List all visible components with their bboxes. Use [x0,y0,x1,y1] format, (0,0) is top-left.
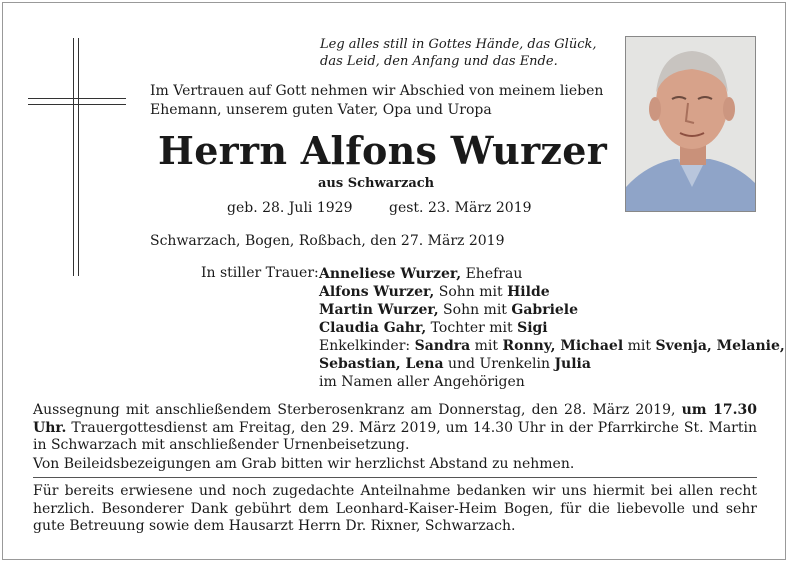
quote-line-1: Leg alles still in Gottes Hände, das Glück, [320,37,597,52]
place-date: Schwarzach, Bogen, Roßbach, den 27. März 2019 [150,233,505,249]
quote-line-2: das Leid, den Anfang und das Ende. [320,54,558,69]
death-date: gest. 23. März 2019 [389,200,532,216]
mourner-line: Claudia Gahr, Tochter mit Sigi [319,320,548,336]
thanks-text: Für bereits erwiesene und noch zugedachte Anteilnahme bedanken wir uns hiermit bei allen recht herzlich. Besonderer Dank gebührt dem Leonhard-Kaiser-Heim Bogen, für die liebevolle und sehr gute Betreuung sowie dem Hausarzt Herrn Dr. Rixner, Schwarzach. [33,483,757,534]
intro-line-2: Ehemann, unserem guten Vater, Opa und Uropa [150,102,492,118]
mourner-line: Alfons Wurzer, Sohn mit Hilde [319,284,550,300]
mourner-line: Martin Wurzer, Sohn mit Gabriele [319,302,579,318]
intro-line-1: Im Vertrauen auf Gott nehmen wir Abschied von meinem lieben [150,83,604,99]
mourner-line: Sebastian, Lena und Urenkelin Julia [319,356,591,372]
intro-text [150,82,603,120]
mourners-label: In stiller Trauer: [201,265,319,281]
service-details: Aussegnung mit anschließendem Sterberosenkranz am Donnerstag, den 28. März 2019, um 17.30 Uhr. Trauergottesdienst am Freitag, den 29. März 2019, um 14.30 Uhr in der Pfarrkirche St. Martin in Schwarzach mit anschließender Urnenbeisetzung. [33,402,757,453]
portrait-photo [625,36,756,212]
birth-date: geb. 28. Juli 1929 [227,200,353,216]
mourner-line: Anneliese Wurzer, Ehefrau [319,266,523,282]
condolence-note: Von Beileidsbezeigungen am Grab bitten wir herzlichst Abstand zu nehmen. [33,456,575,472]
mourners-list [319,265,785,391]
bible-quote [320,36,597,70]
divider [33,477,757,478]
mourner-line: Enkelkinder: Sandra mit Ronny, Michael mit Svenja, Melanie, [319,338,785,354]
deceased-origin: aus Schwarzach [318,176,435,191]
mourner-line: im Namen aller Angehörigen [319,374,525,390]
deceased-name: Herrn Alfons Wurzer [158,128,608,173]
